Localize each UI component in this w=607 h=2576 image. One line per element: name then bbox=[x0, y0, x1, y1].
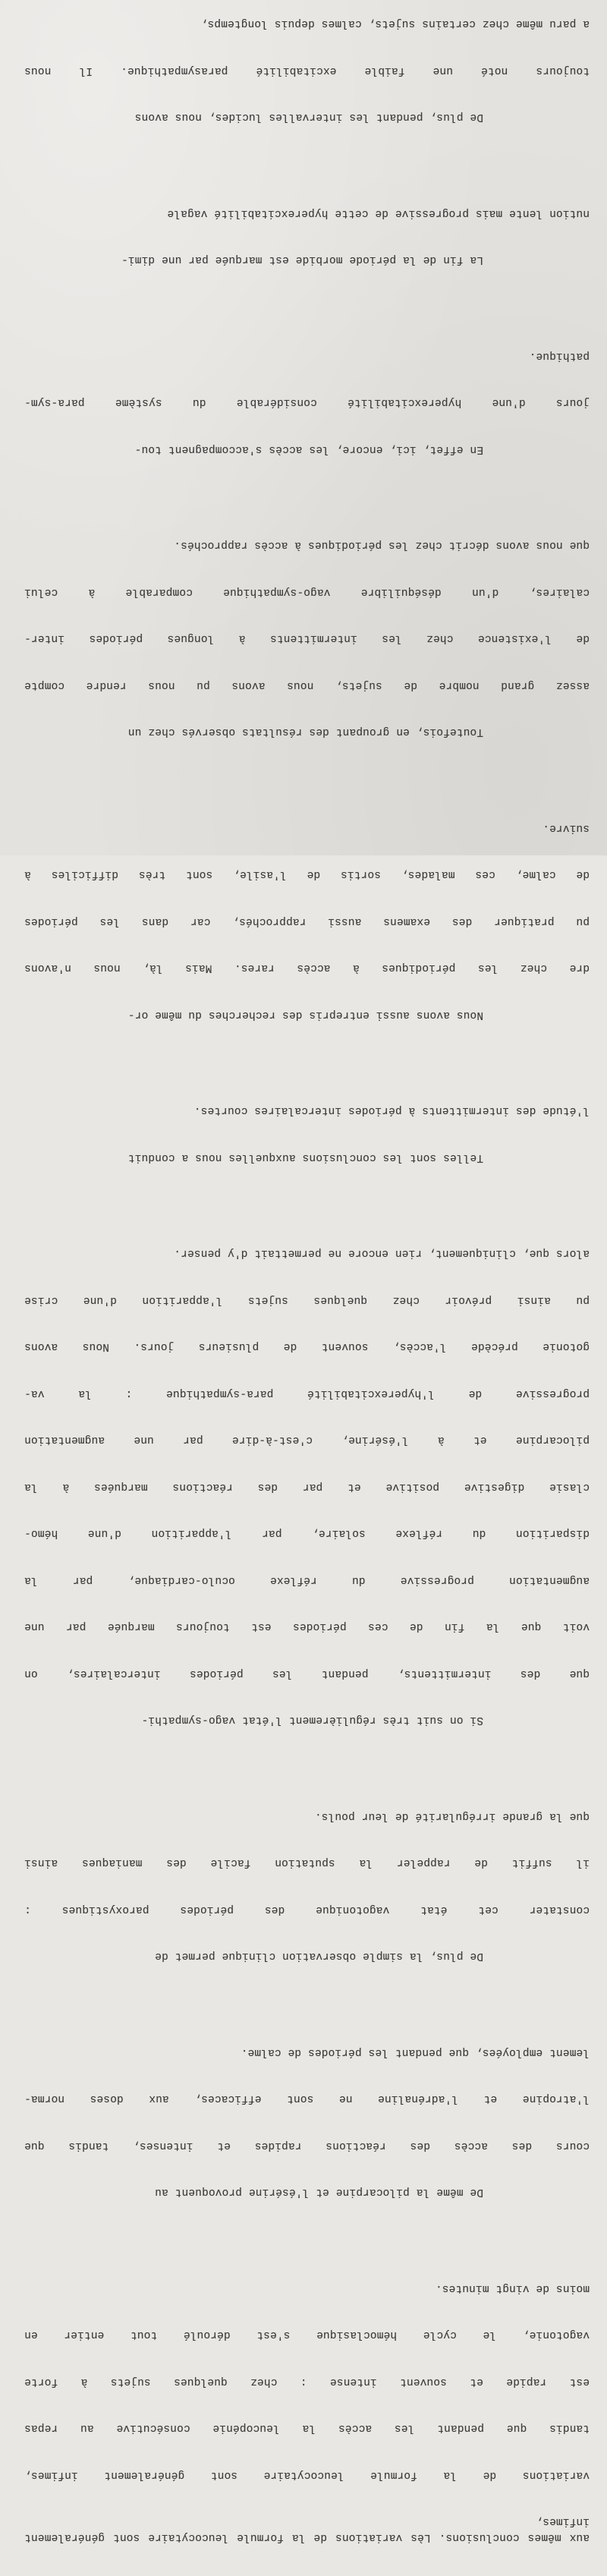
text-line: clasie digestive positive et par des réactions marquées à la bbox=[24, 1479, 590, 1495]
text-line: progressive de l'hyperexcitabilité para-sympathique : la va- bbox=[24, 1386, 590, 1402]
paragraph-2 bbox=[24, 2014, 590, 2231]
text-line: pu ainsi prévoir chez quelques sujets l'apparition d'une crise bbox=[24, 1293, 590, 1308]
text-line: voit que la fin de ces périodes est toujours marquée par une bbox=[24, 1619, 590, 1635]
text-line: a paru même chez certains sujets, calmes depuis longtemps, bbox=[24, 16, 590, 32]
text-line: l'atropine et l'adrénaline ne sont efficaces, aux doses norma- bbox=[24, 2091, 590, 2107]
text-line: de calme, ces malades, sortis de l'asile, sont très difficiles à bbox=[24, 867, 590, 883]
text-line: est rapide et souvent intense : chez quelques sujets à forte bbox=[24, 2374, 590, 2390]
text-line: pathique. bbox=[24, 348, 590, 364]
text-line: alors que, cliniquement, rien encore ne permettait d'y penser. bbox=[24, 1245, 590, 1261]
text-line: De même la pilocarpine et l'ésérine provoquent au bbox=[24, 2184, 590, 2200]
text-line: cours des accès des réactions rapides et intenses, tandis que bbox=[24, 2138, 590, 2154]
text-line: Nous avons aussi entrepris des recherches du même or- bbox=[24, 1007, 590, 1023]
text-line: assez grand nombre de sujets, nous avons pu nous rendre compte bbox=[24, 678, 590, 694]
text-line: La fin de la période morbide est marquée par une dimi- bbox=[24, 252, 590, 268]
text-line: que nous avons décrit chez les périodiques à accès rapprochés. bbox=[24, 537, 590, 553]
paragraph-10 bbox=[24, 0, 590, 156]
text-line: constater cet état vagotonique des périodes paroxystiques : bbox=[24, 1902, 590, 1918]
paragraph-3 bbox=[24, 1778, 590, 1995]
text-line: De plus, la simple observation clinique permet de bbox=[24, 1948, 590, 1964]
text-line: tandis que pendant les accès la leucopénie consécutive au repas bbox=[24, 2420, 590, 2436]
text-line: En effet, ici, encore, les accès s'accompagnent tou- bbox=[24, 442, 590, 458]
text-line: aux mêmes conclusions. Lès variations de la formule leucocytaire sont généralement infimes, bbox=[24, 2514, 590, 2545]
text-line: dre chez les périodiques à accès rares. Mais là, nous n'avons bbox=[24, 960, 590, 976]
paragraph-6 bbox=[24, 789, 590, 1054]
text-line: nution lente mais progressive de cette hyperexcitabilité vagale bbox=[24, 206, 590, 222]
text-line: Si on suit très régulièrement l'état vago-sympathi- bbox=[24, 1712, 590, 1728]
text-line: pu pratiquer des examens aussi rapprochés, car dans les périodes bbox=[24, 914, 590, 930]
paragraph-4 bbox=[24, 1214, 590, 1759]
text-line: de l'existence chez les intermittents à longues périodes inter- bbox=[24, 631, 590, 647]
text-line: jours d'une hyperexcitabilité considérable du système para-sym- bbox=[24, 395, 590, 411]
paragraph-8 bbox=[24, 317, 590, 489]
paragraph-9 bbox=[24, 175, 590, 299]
text-line: variations de la formule leucocytaire sont généralement infimes, bbox=[24, 2467, 590, 2483]
paragraph-7 bbox=[24, 506, 590, 771]
text-line: il suffit de rappeler la sputation facile des maniaques ainsi bbox=[24, 1855, 590, 1871]
text-line: que la grande irrégularité de leur pouls. bbox=[24, 1809, 590, 1825]
text-line: augmentation progressive du réflexe oculo-cardiaque, par la bbox=[24, 1573, 590, 1589]
text-line: Telles sont les conclusions auxquelles nous a conduit bbox=[24, 1150, 590, 1166]
text-line: que des intermittents, pendant les périodes intercalaires, on bbox=[24, 1666, 590, 1682]
paragraph-1 bbox=[24, 2250, 590, 2576]
text-line: calaires, d'un déséquilibre vago-sympathique comparable à celui bbox=[24, 584, 590, 600]
text-line: pilocarpine et à l'ésérine, c'est-à-dire par une augmentation bbox=[24, 1432, 590, 1448]
rotated-typewritten-text bbox=[24, 0, 590, 2576]
text-line: disparition du réflexe solaire, par l'apparition d'une hémo- bbox=[24, 1526, 590, 1542]
text-line: suivre. bbox=[24, 820, 590, 836]
text-line: Toutefois, en groupant des résultats observés chez un bbox=[24, 724, 590, 740]
text-line: moins de vingt minutes. bbox=[24, 2281, 590, 2297]
text-line: lement employées, que pendant les périodes de calme. bbox=[24, 2045, 590, 2061]
text-line: l'étude des intermittents à périodes intercalaires courtes. bbox=[24, 1103, 590, 1119]
scanned-page bbox=[0, 0, 607, 855]
paragraph-5 bbox=[24, 1072, 590, 1196]
text-line: De plus, pendant les intervalles lucides, nous avons bbox=[24, 109, 590, 125]
text-line: toujours noté une faible excitabilité parasympathique. Il nous bbox=[24, 63, 590, 79]
text-line: gotonie précède l'accès, souvent de plusieurs jours. Nous avons bbox=[24, 1339, 590, 1355]
text-line: vagotonie, le cycle hémoclasique s'est déroulé tout entier en bbox=[24, 2327, 590, 2343]
